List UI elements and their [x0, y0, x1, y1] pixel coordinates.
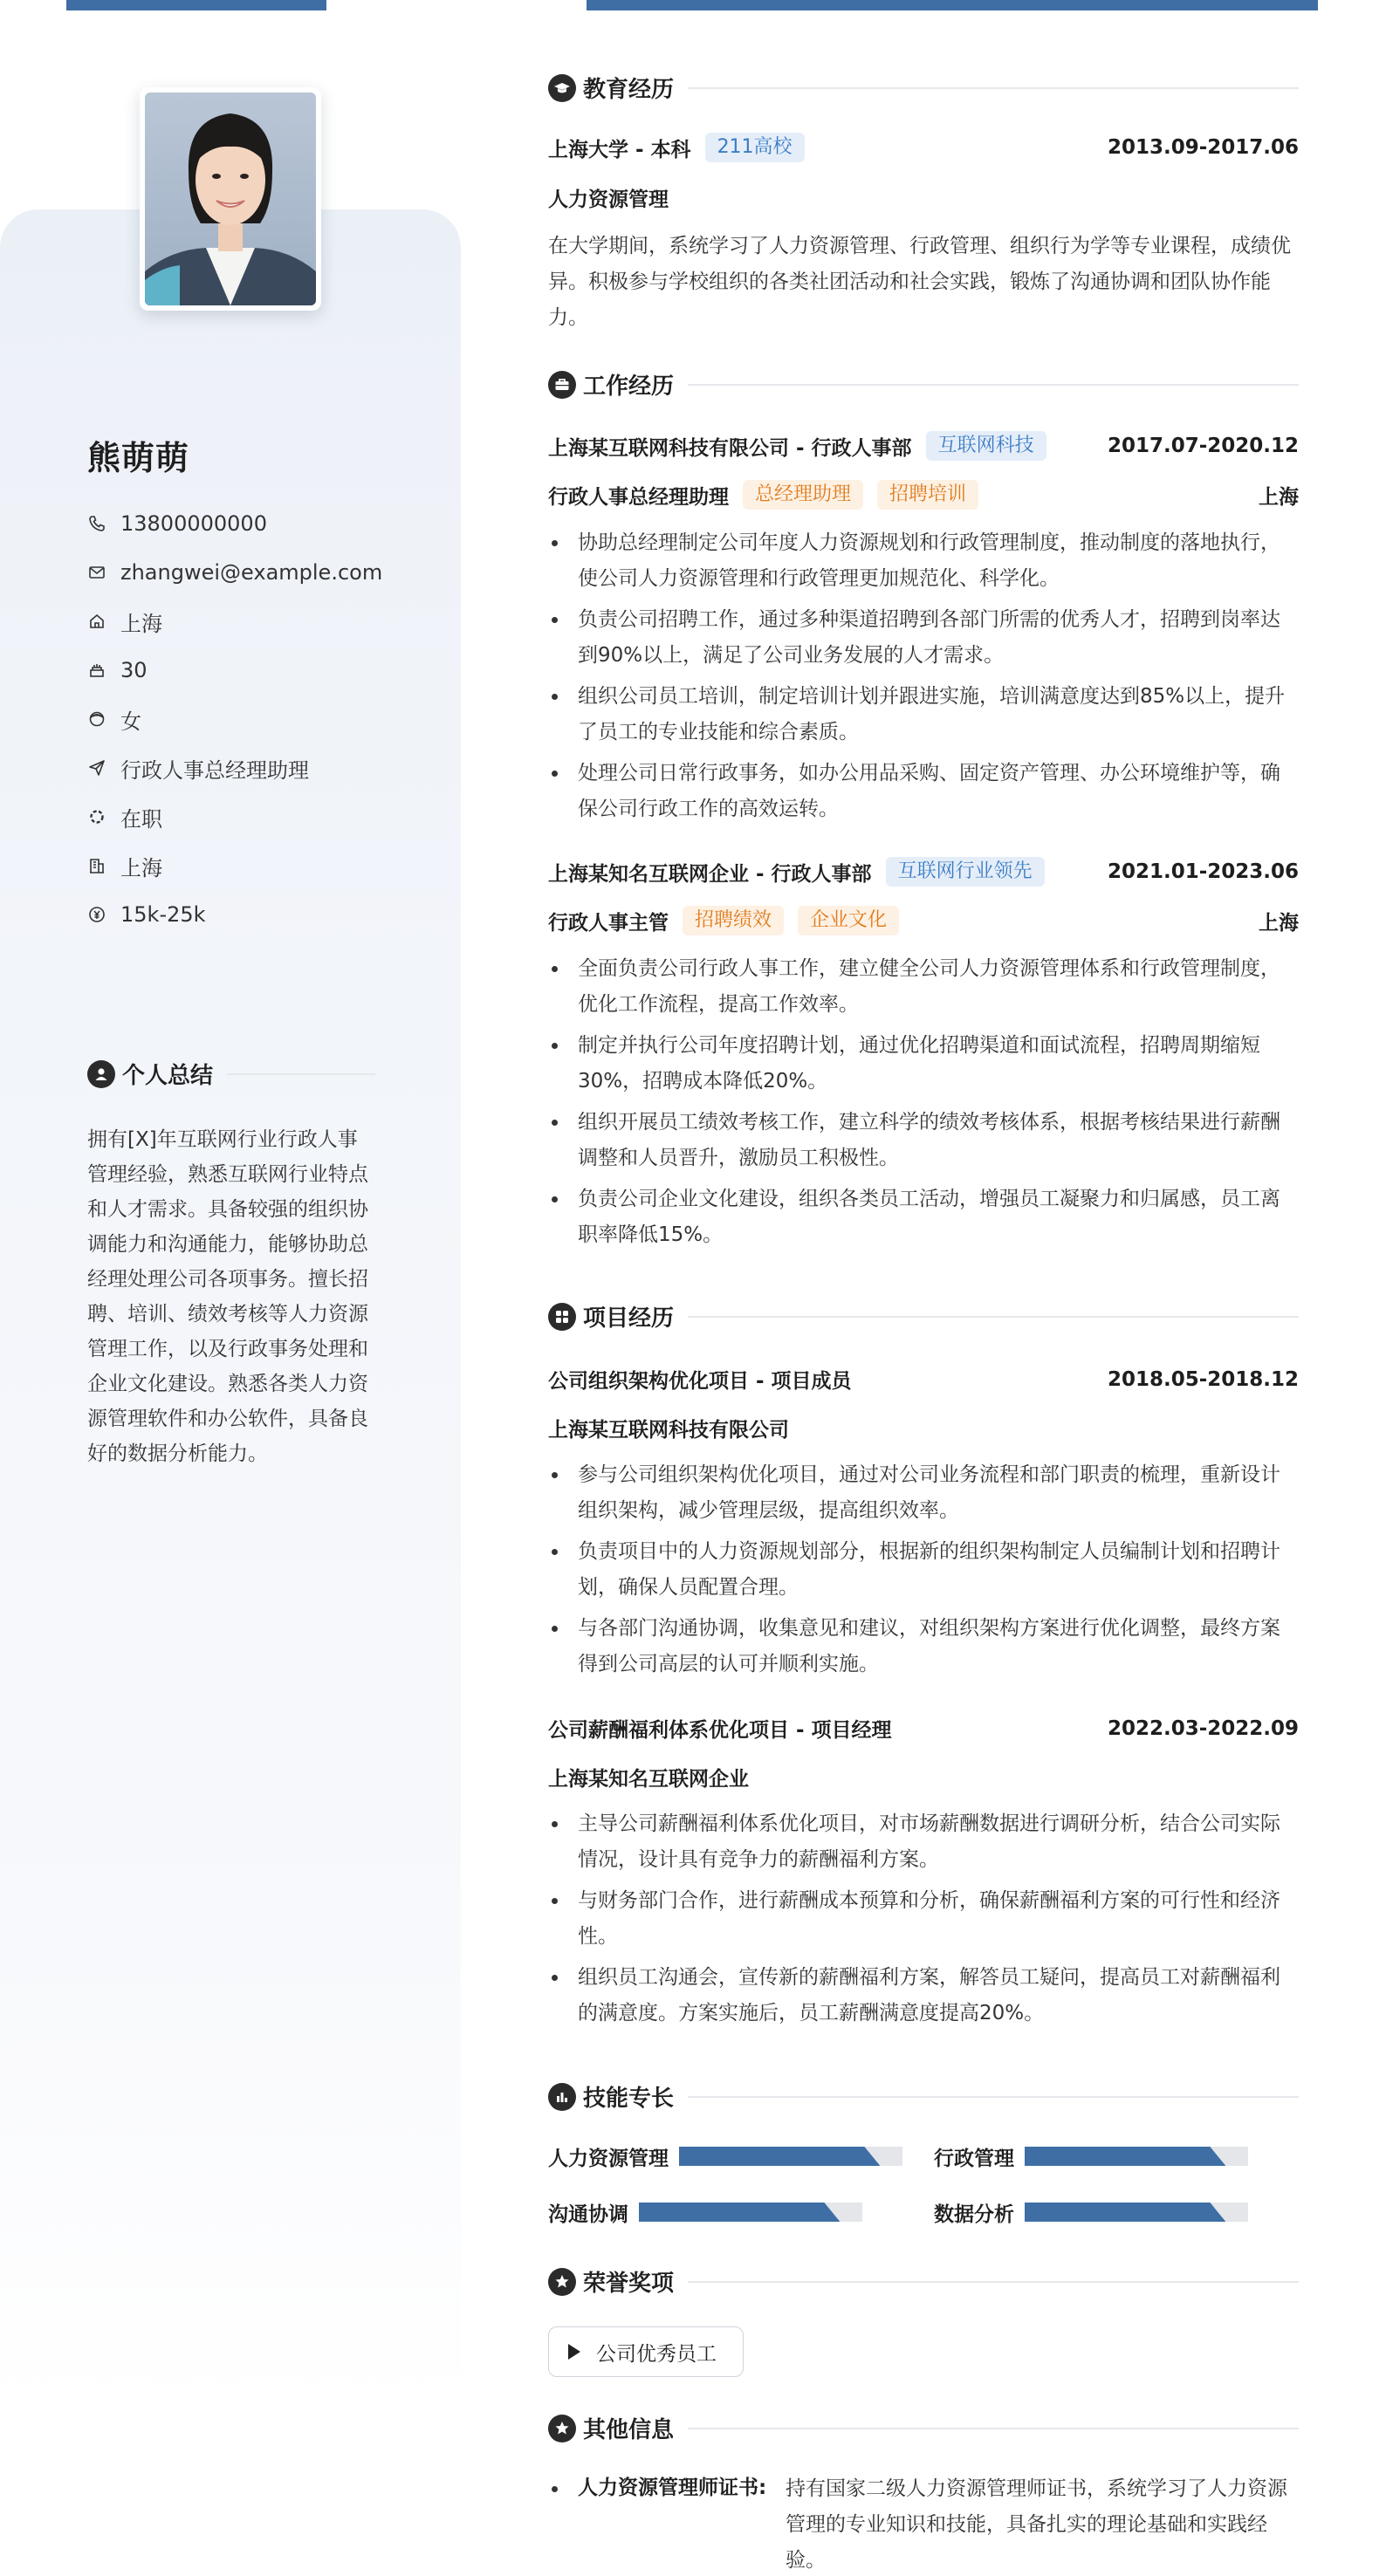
skill-bar: [1025, 2147, 1248, 2166]
skill-bar: [639, 2203, 862, 2222]
school-tag: 211高校: [705, 133, 805, 162]
list-item: 处理公司日常行政事务，如办公用品采购、固定资产管理、办公环境维护等，确保公司行政工作的高效运转。: [548, 756, 1299, 827]
skill-bar: [679, 2147, 902, 2166]
contact-salary: [87, 890, 382, 939]
section-title: 个人总结: [122, 1063, 214, 1089]
award-label: 公司优秀员工: [596, 2342, 717, 2366]
list-item: 与财务部门合作，进行薪酬成本预算和分析，确保薪酬福利方案的可行性和经济性。: [548, 1883, 1299, 1955]
list-item: 组织开展员工绩效考核工作，建立科学的绩效考核体系，根据考核结果进行薪酬调整和人员晋升，激励员工积极性。: [548, 1105, 1299, 1176]
section-divider: [688, 384, 1299, 386]
project-header-row: [548, 1365, 1299, 1394]
other-label: 人力资源管理师证书:: [578, 2477, 767, 2499]
gender-icon: [87, 709, 106, 729]
other-section-header: [548, 2412, 1299, 2444]
job-tag: 企业文化: [798, 906, 899, 935]
contact-value: 15k-25k: [120, 902, 206, 927]
list-item: 参与公司组织架构优化项目，通过对公司业务流程和部门职责的梳理，重新设计组织架构，减少管理层级，提高组织效率。: [548, 1457, 1299, 1529]
play-icon: [568, 2344, 580, 2360]
job-industry-tag: 互联网科技: [926, 431, 1046, 461]
skill-name: 人力资源管理: [548, 2147, 669, 2170]
education-date: 2013.09-2017.06: [1107, 136, 1299, 159]
user-icon: [87, 1060, 115, 1088]
contact-value: zhangwei@example.com: [120, 560, 383, 585]
list-item: 组织员工沟通会，宣传新的薪酬福利方案，解答员工疑问，提高员工对薪酬福利的满意度。方案实施后，员工薪酬满意度提高20%。: [548, 1960, 1299, 2031]
section-divider: [688, 87, 1299, 89]
contact-city: [87, 841, 382, 890]
briefcase-icon: [548, 371, 576, 399]
status-icon: [87, 807, 106, 826]
avatar: [145, 92, 316, 305]
job-header-row: [548, 857, 1299, 887]
project-name: 公司组织架构优化项目 - 项目成员: [548, 1370, 852, 1393]
education-header-row: [548, 133, 1299, 162]
phone-icon: [87, 514, 106, 533]
education-major-row: [548, 183, 1299, 212]
section-divider: [227, 1073, 375, 1075]
job-header-row: [548, 431, 1299, 461]
skill-bar-fill: [679, 2147, 880, 2166]
contact-age: [87, 646, 382, 695]
project-section-header: [548, 1300, 1299, 1333]
project-company: 上海某知名互联网企业: [548, 1768, 749, 1791]
project-bullets: [548, 1457, 1299, 1688]
list-item: 组织公司员工培训，制定培训计划并跟进实施，培训满意度达到85%以上，提升了员工的专业技能和综合素质。: [548, 679, 1299, 750]
contact-value: 上海: [120, 855, 162, 880]
section-title: 技能专长: [583, 2086, 675, 2112]
section-title: 工作经历: [583, 373, 675, 400]
skill-item: [548, 2199, 862, 2225]
section-title: 教育经历: [583, 77, 675, 103]
job-date: 2017.07-2020.12: [1107, 435, 1299, 457]
project-date: 2022.03-2022.09: [1107, 1716, 1299, 1740]
job-position: 行政人事主管: [548, 911, 669, 935]
contact-value: 30: [120, 658, 148, 682]
profile-photo: [140, 87, 321, 311]
skill-name: 数据分析: [934, 2203, 1014, 2226]
job-date: 2021.01-2023.06: [1107, 860, 1299, 883]
send-icon: [87, 758, 106, 778]
project-company: 上海某互联网科技有限公司: [548, 1419, 789, 1442]
list-item: 全面负责公司行政人事工作，建立健全公司人力资源管理体系和行政管理制度，优化工作流程，提高工作效率。: [548, 951, 1299, 1023]
job-position-row: [548, 480, 1299, 510]
section-title: 其他信息: [583, 2417, 675, 2443]
job-tag: 总经理助理: [743, 480, 863, 510]
section-divider: [688, 2281, 1299, 2283]
work-section-header: [548, 368, 1299, 401]
list-item: 制定并执行公司年度招聘计划，通过优化招聘渠道和面试流程，招聘周期缩短30%，招聘成本降低20%。: [548, 1028, 1299, 1100]
section-divider: [688, 2096, 1299, 2098]
contact-value: 在职: [120, 806, 162, 832]
job-company: 上海某知名互联网企业 - 行政人事部: [548, 862, 872, 886]
award-icon: [548, 2268, 576, 2296]
job-bullets: [548, 951, 1299, 1258]
contact-phone: [87, 499, 382, 548]
award-item[interactable]: [548, 2326, 744, 2377]
job-company: 上海某互联网科技有限公司 - 行政人事部: [548, 436, 912, 460]
project-company-row: [548, 1763, 1299, 1792]
candidate-name: 熊萌萌: [87, 439, 190, 477]
summary-text: 拥有[X]年互联网行业行政人事管理经验，熟悉互联网行业特点和人才需求。具备较强的组织协调能力和沟通能力，能够协助总经理处理公司各项事务。擅长招聘、培训、绩效考核等人力资源管理工作，以及行政事务处理和企业文化建设。熟悉各类人力资源管理软件和办公软件，具备良好的数据分析能力。: [87, 1128, 368, 1465]
job-industry-tag: 互联网行业领先: [886, 857, 1045, 887]
contact-list: [87, 499, 382, 939]
list-item: 负责公司招聘工作，通过多种渠道招聘到各部门所需的优秀人才，招聘到岗率达到90%以上，满足了公司业务发展的人才需求。: [548, 602, 1299, 674]
graduation-cap-icon: [548, 74, 576, 102]
job-tag: 招聘绩效: [683, 906, 784, 935]
other-text: 持有国家二级人力资源管理师证书，系统学习了人力资源管理的专业知识和技能，具备扎实的理论基础和实践经验。: [786, 2477, 1287, 2572]
job-position: 行政人事总经理助理: [548, 485, 729, 509]
contact-value: 13800000000: [120, 511, 267, 536]
bar-chart-icon: [548, 2083, 576, 2111]
home-icon: [87, 612, 106, 631]
education-section-header: [548, 72, 1299, 104]
cake-icon: [87, 661, 106, 680]
major: 人力资源管理: [548, 188, 669, 211]
skill-bar: [1025, 2203, 1248, 2222]
contact-position: [87, 743, 382, 792]
list-item: 协助总经理制定公司年度人力资源规划和行政管理制度，推动制度的落地执行，使公司人力资源管理和行政管理更加规范化、科学化。: [548, 525, 1299, 597]
job-location: 上海: [1259, 911, 1299, 935]
contact-gender: [87, 695, 382, 743]
section-divider: [688, 1316, 1299, 1318]
project-name: 公司薪酬福利体系优化项目 - 项目经理: [548, 1719, 892, 1742]
section-title: 荣誉奖项: [583, 2271, 675, 2297]
project-date: 2018.05-2018.12: [1107, 1367, 1299, 1391]
top-accent-bar-right: [587, 0, 1318, 10]
mail-icon: [87, 563, 106, 582]
contact-home: [87, 597, 382, 646]
contact-value: 上海: [120, 611, 162, 636]
skill-name: 沟通协调: [548, 2203, 628, 2226]
skills-section-header: [548, 2080, 1299, 2113]
project-header-row: [548, 1714, 1299, 1743]
salary-icon: [87, 905, 106, 924]
contact-status: [87, 792, 382, 841]
skill-item: [548, 2143, 902, 2169]
school-name: 上海大学 - 本科: [548, 138, 691, 161]
skill-name: 行政管理: [934, 2147, 1014, 2170]
skill-bar-fill: [1025, 2147, 1225, 2166]
list-item: 主导公司薪酬福利体系优化项目，对市场薪酬数据进行调研分析，结合公司实际情况，设计具有竞争力的薪酬福利方案。: [548, 1806, 1299, 1878]
awards-section-header: [548, 2265, 1299, 2298]
skill-bar-fill: [639, 2203, 840, 2222]
section-title: 项目经历: [583, 1305, 675, 1332]
info-icon: [548, 2415, 576, 2442]
skill-item: [934, 2199, 1248, 2225]
job-position-row: [548, 906, 1299, 935]
contact-value: 女: [120, 709, 141, 734]
contact-email: [87, 548, 382, 597]
list-item: 与各部门沟通协调，收集意见和建议，对组织架构方案进行优化调整，最终方案得到公司高层的认可并顺利实施。: [548, 1611, 1299, 1682]
skill-bar-fill: [1025, 2203, 1225, 2222]
building-icon: [87, 856, 106, 875]
grid-icon: [548, 1303, 576, 1331]
project-bullets: [548, 1806, 1299, 2037]
skill-item: [934, 2143, 1248, 2169]
list-item: 负责公司企业文化建设，组织各类员工活动，增强员工凝聚力和归属感，员工离职率降低15%。: [548, 1182, 1299, 1253]
bullet-dot: [552, 2486, 558, 2492]
list-item: 负责项目中的人力资源规划部分，根据新的组织架构制定人员编制计划和招聘计划，确保人员配置合理。: [548, 1534, 1299, 1606]
section-divider: [688, 2428, 1299, 2429]
education-description: 在大学期间，系统学习了人力资源管理、行政管理、组织行为学等专业课程，成绩优异。积极参与学校组织的各类社团活动和社会实践，锻炼了沟通协调和团队协作能力。: [548, 235, 1291, 329]
job-tag: 招聘培训: [877, 480, 978, 510]
project-company-row: [548, 1414, 1299, 1442]
job-bullets: [548, 525, 1299, 832]
summary-section-header: [87, 1058, 375, 1090]
contact-value: 行政人事总经理助理: [120, 757, 309, 783]
job-location: 上海: [1259, 485, 1299, 509]
top-accent-bar-left: [66, 0, 326, 10]
